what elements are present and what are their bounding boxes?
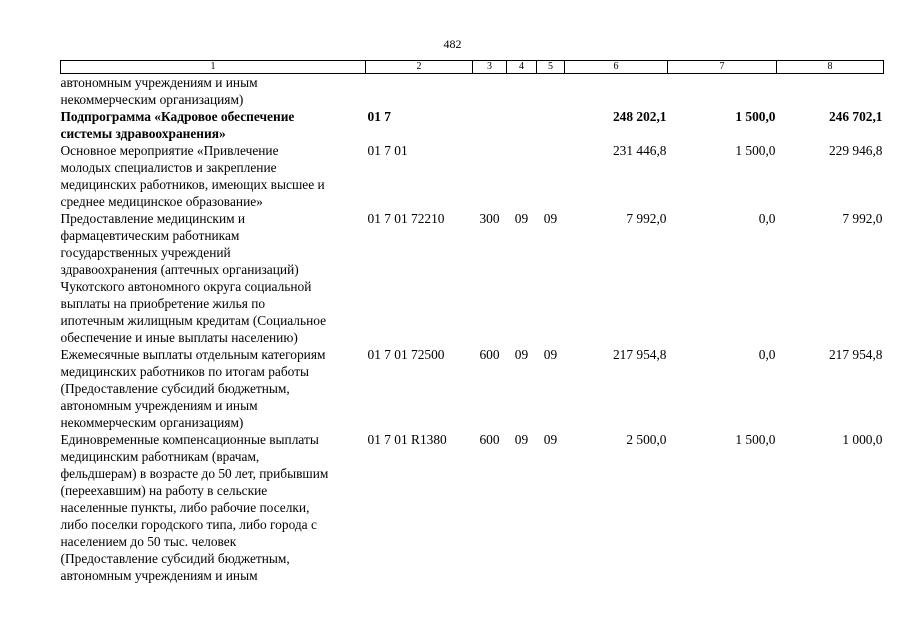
column-number-7: 7 xyxy=(668,61,777,74)
row-vr xyxy=(473,142,507,210)
row-pr xyxy=(537,108,565,142)
row-vr: 600 xyxy=(479,432,500,447)
row-name: Ежемесячные выплаты отдельным категориям медицинских работников по итогам работы (Предоставление субсидий бюджетным, автономным учреждениям и иным некоммерческим организациям) xyxy=(60,347,326,430)
row-federal: 1 500,0 xyxy=(735,109,776,124)
row-name: автономным учреждениям и иным некоммерческим организациям) xyxy=(60,75,258,107)
row-total: 231 446,8 xyxy=(612,143,667,158)
row-rz: 09 xyxy=(514,432,529,447)
row-regional xyxy=(777,74,884,109)
row-vr: 600 xyxy=(479,347,500,362)
row-federal: 1 500,0 xyxy=(735,143,776,158)
column-number-3: 3 xyxy=(473,61,507,74)
row-rz xyxy=(507,108,537,142)
column-number-2: 2 xyxy=(366,61,473,74)
column-number-1: 1 xyxy=(61,61,366,74)
row-total xyxy=(565,74,668,109)
row-code: 01 7 01 R1380 xyxy=(367,432,447,447)
column-number-8: 8 xyxy=(777,61,884,74)
column-number-5: 5 xyxy=(537,61,565,74)
table-row xyxy=(61,74,884,109)
row-pr: 09 xyxy=(543,347,558,362)
row-regional: 217 954,8 xyxy=(828,347,883,362)
row-pr xyxy=(537,142,565,210)
row-code xyxy=(366,74,473,109)
row-total: 217 954,8 xyxy=(612,347,667,362)
table-row xyxy=(61,346,884,431)
row-code: 01 7 01 72500 xyxy=(367,347,445,362)
column-number-header xyxy=(61,61,884,74)
row-federal: 0,0 xyxy=(758,211,776,226)
table-row xyxy=(61,210,884,346)
row-code: 01 7 01 72210 xyxy=(367,211,445,226)
row-name: Основное мероприятие «Привлечение молодых специалистов и закрепление медицинских работников, имеющих высшее и среднее медицинское образование» xyxy=(60,143,325,209)
budget-table xyxy=(60,60,884,584)
row-rz xyxy=(507,142,537,210)
row-pr: 09 xyxy=(543,432,558,447)
row-total: 7 992,0 xyxy=(626,211,667,226)
row-name: Предоставление медицинским и фармацевтическим работникам государственных учреждений здравоохранения (аптечных организаций) Чукотского автономного округа социальной выплаты на приобретение жилья по ипотечным жилищным кредитам (Социальное обеспечение и иные выплаты населению) xyxy=(60,211,327,345)
row-total: 248 202,1 xyxy=(612,109,667,124)
row-vr: 300 xyxy=(479,211,500,226)
row-rz: 09 xyxy=(514,347,529,362)
row-name: Единовременные компенсационные выплаты медицинским работникам (врачам, фельдшерам) в возрасте до 50 лет, прибывшим (переехавшим) на работу в сельские населенные пункты, либо рабочие поселки, либо поселки городского типа, либо города с населением до 50 тыс. человек (Предоставление субсидий бюджетным, автономным учреждениям и иным xyxy=(60,432,329,583)
row-regional: 7 992,0 xyxy=(842,211,883,226)
row-federal xyxy=(668,74,777,109)
row-code: 01 7 01 xyxy=(367,143,408,158)
table-row xyxy=(61,431,884,584)
row-pr xyxy=(537,74,565,109)
budget-table-body xyxy=(61,74,884,585)
page-number: 482 xyxy=(443,37,462,51)
table-row xyxy=(61,108,884,142)
row-total: 2 500,0 xyxy=(626,432,667,447)
row-vr xyxy=(473,74,507,109)
row-name: Подпрограмма «Кадровое обеспечение системы здравоохранения» xyxy=(60,109,295,141)
table-row xyxy=(61,142,884,210)
row-rz: 09 xyxy=(514,211,529,226)
row-pr: 09 xyxy=(543,211,558,226)
row-rz xyxy=(507,74,537,109)
row-regional: 1 000,0 xyxy=(842,432,883,447)
row-federal: 1 500,0 xyxy=(735,432,776,447)
column-number-6: 6 xyxy=(565,61,668,74)
row-regional: 229 946,8 xyxy=(828,143,883,158)
row-regional: 246 702,1 xyxy=(828,109,883,124)
row-code: 01 7 xyxy=(367,109,391,124)
row-vr xyxy=(473,108,507,142)
row-federal: 0,0 xyxy=(758,347,776,362)
column-number-4: 4 xyxy=(507,61,537,74)
